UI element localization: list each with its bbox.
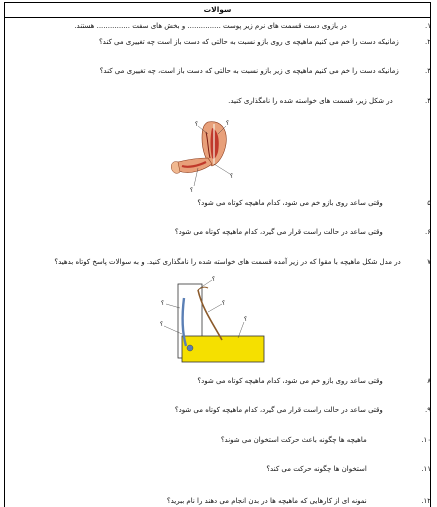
figure1-label-4: ؟	[230, 173, 234, 180]
figure2-label-4: ؟	[244, 316, 248, 323]
question-7: ۷ در مدل شکل ماهیچه با مقوا که در زیر آمده قسمت های خواسته شده را نامگذاری کنید. و به سوالات پاسخ کوتاه بدهید؟	[54, 258, 431, 266]
figure2-label-2: ؟	[212, 276, 216, 283]
question-2: ۲. زمانیکه دست را خم می کنیم ماهیچه ی روی بازو نسبت به حالتی که دست باز است چه تغییری می کند؟	[98, 38, 431, 46]
question-6: ۶. وقتی ساعد در حالت راست قرار می گیرد، کدام ماهیچه کوتاه می شود؟	[174, 228, 431, 236]
question-3: ۳. زمانیکه دست را خم می کنیم ماهیچه ی زیر بازو نسبت به حالتی که دست باز است، چه تغییری می کند؟	[99, 67, 431, 75]
question-12: ۱۲. نمونه ای از کارهایی که ماهیچه ها در بدن انجام می دهند را نام ببرید؟	[166, 497, 431, 505]
page-title: سوالات	[5, 3, 430, 18]
joint-pivot	[187, 345, 193, 351]
question-4: ۴. در شکل زیر، قسمت های خواسته شده را نامگذاری کنید.	[228, 97, 431, 105]
arm-muscle-figure	[168, 114, 246, 194]
figure1-label-3: ؟	[190, 187, 194, 194]
figure2-label-5: ؟	[160, 321, 164, 328]
muscle-model-figure	[160, 274, 270, 370]
question-11: ۱۱. استخوان ها چگونه حرکت می کند؟	[266, 465, 431, 473]
question-10: ۱۰. ماهیچه ها چگونه باعث حرکت استخوان می شوند؟	[220, 436, 431, 444]
figure1-label-1: ؟	[195, 121, 199, 128]
figure1-label-2: ؟	[226, 120, 230, 127]
lower-board	[182, 336, 264, 362]
worksheet	[4, 2, 431, 507]
question-8: ۸ وقتی ساعد روی بازو خم می شود، کدام ماهیچه کوتاه می شود؟	[197, 377, 431, 385]
figure2-label-3: ؟	[222, 300, 226, 307]
question-9: ۹. وقتی ساعد در حالت راست قرار می گیرد، کدام ماهیچه کوتاه می شود؟	[174, 406, 431, 414]
question-5: ۵ وقتی ساعد روی بازو خم می شود، کدام ماهیچه کوتاه می شود؟	[197, 199, 431, 207]
question-1: ۱. در بازوی دست قسمت های نرم زیر پوست ............... و بخش های سفت ............... هستند.	[74, 22, 431, 30]
figure2-label-1: ؟	[161, 300, 165, 307]
